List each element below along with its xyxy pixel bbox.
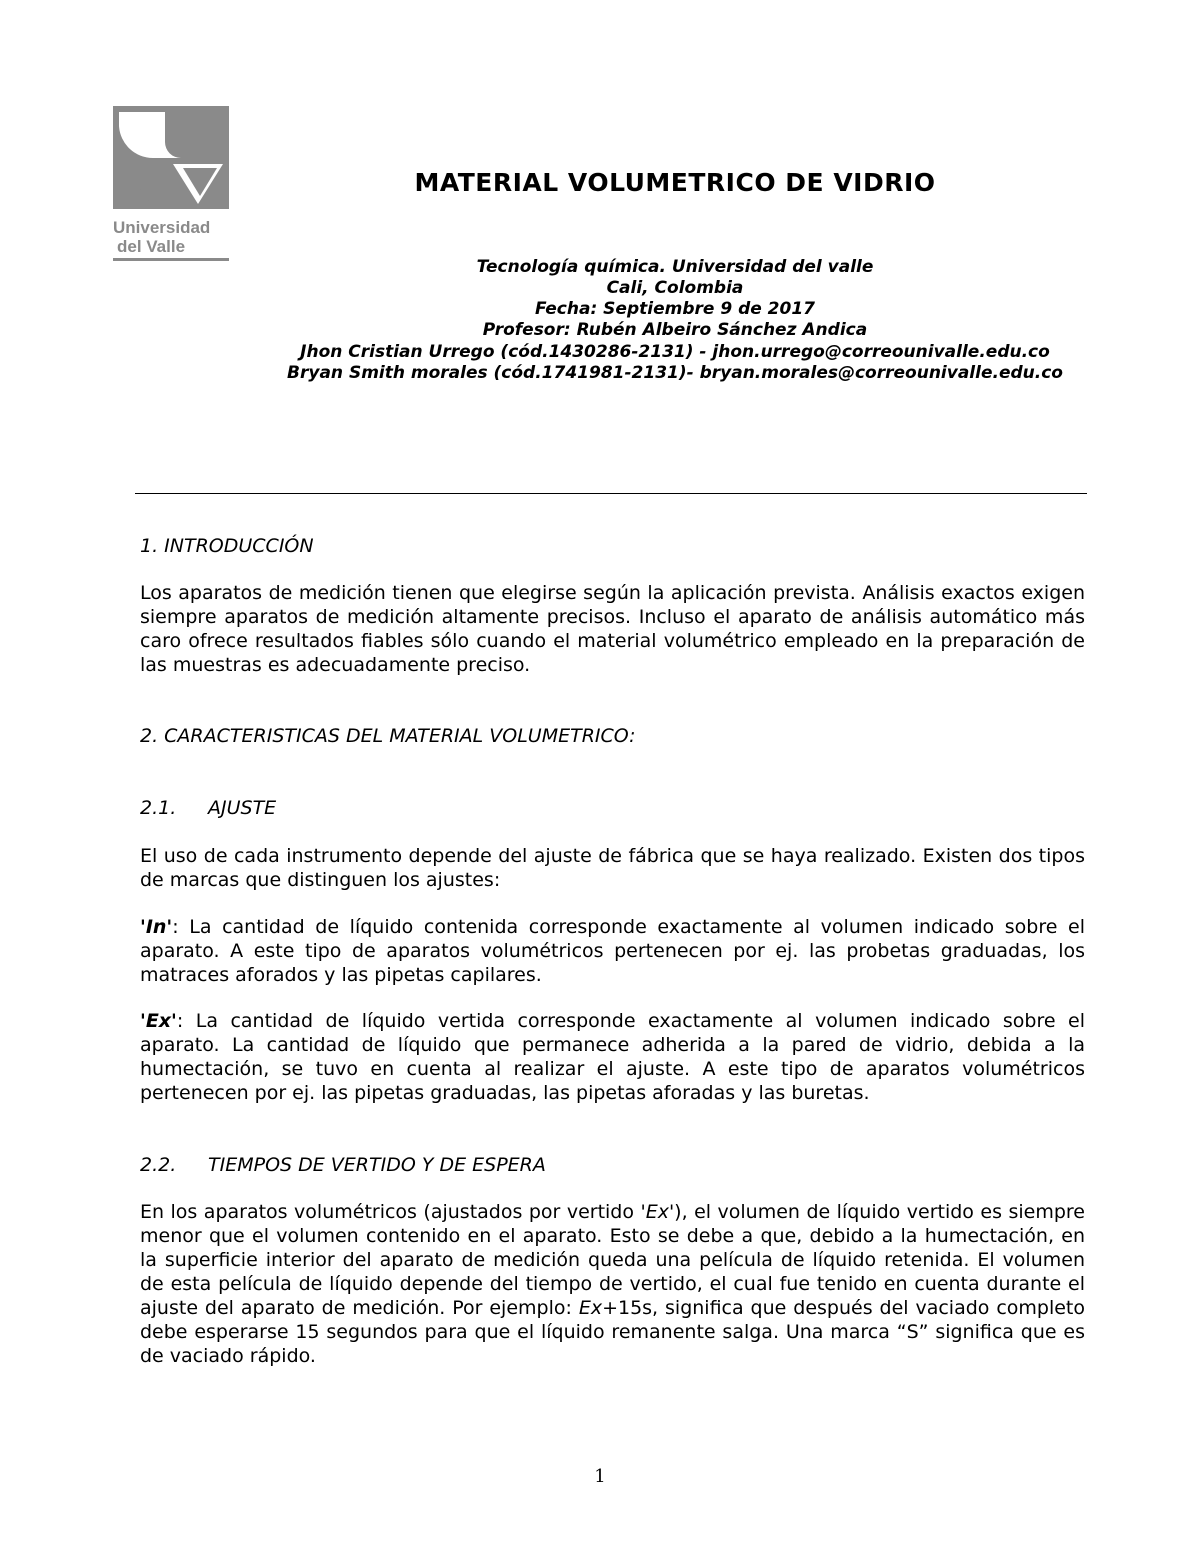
paragraph-introduccion: Los aparatos de medición tienen que elegirse según la aplicación prevista. Análisis exactos exigen siempre aparatos de medición altamente precisos. Incluso el aparato de análisis automático más caro ofrece resultados fiables sólo cuando el material volumétrico empleado en la preparación de las muestras es adecuadamente preciso. — [140, 582, 1085, 676]
heading-introduccion: 1. INTRODUCCIÓN — [140, 535, 314, 557]
text-tiempos-ex1: Ex — [645, 1201, 669, 1223]
text-ex: : La cantidad de líquido vertida corresponde exactamente al volumen indicado sobre el aparato. La cantidad de líquido que permanece adherida a la pared de vidrio, debida a la humectación, se tuvo en cuenta al realizar el ajuste. A este tipo de aparatos volumétricos pertenecen por ej. las pipetas graduadas, las pipetas aforadas y las buretas. — [140, 1010, 1085, 1104]
text-tiempos-b: '), el volumen de líquido vertido es siempre menor que el volumen contenido en el aparato. Esto se debe a que, debido a la humectación, en la superficie interior del aparato de medición queda una película de líquido retenida. El volumen de esta película de líquido depende del tiempo de vertido, el cual fue tenido en cuenta durante el ajuste del aparato de medición. Por ejemplo: — [140, 1201, 1085, 1319]
meta-affiliation: Tecnología química. Universidad del valle — [476, 257, 874, 277]
heading-tiempos-number: 2.2. — [140, 1154, 177, 1176]
univalle-logo-icon — [113, 106, 229, 264]
header-divider — [135, 493, 1087, 494]
heading-tiempos — [140, 1154, 546, 1176]
heading-ajuste-title: AJUSTE — [208, 797, 277, 819]
text-tiempos-c: +15s, significa que después del vaciado completo debe esperarse 15 segundos para que el líquido remanente salga. Una marca “S” significa que es de vaciado rápido. — [140, 1297, 1086, 1367]
paragraph-ajuste: El uso de cada instrumento depende del ajuste de fábrica que se haya realizado. Existen dos tipos de marcas que distinguen los ajustes: — [140, 845, 1085, 891]
heading-caracteristicas: 2. CARACTERISTICAS DEL MATERIAL VOLUMETRICO: — [140, 725, 636, 747]
paragraph-ex — [140, 1009, 1085, 1105]
paragraph-in — [140, 915, 1085, 987]
paragraph-tiempos — [140, 1200, 1085, 1368]
university-logo — [113, 106, 229, 264]
document-title: MATERIAL VOLUMETRICO DE VIDRIO — [414, 168, 936, 197]
logo-text-line2: del Valle — [117, 237, 186, 256]
text-tiempos-a: En los aparatos volumétricos (ajustados por vertido ' — [140, 1201, 646, 1223]
logo-text-line1: Universidad — [113, 218, 211, 237]
meta-date: Fecha: Septiembre 9 de 2017 — [534, 299, 815, 319]
heading-tiempos-title: TIEMPOS DE VERTIDO Y DE ESPERA — [208, 1154, 546, 1176]
meta-location: Cali, Colombia — [606, 278, 744, 298]
label-in: 'In' — [140, 916, 173, 938]
text-in: : La cantidad de líquido contenida corresponde exactamente al volumen indicado sobre el aparato. A este tipo de aparatos volumétricos pertenecen por ej. las probetas graduadas, los matraces aforados y las pipetas capilares. — [140, 916, 1085, 986]
heading-ajuste — [140, 797, 276, 819]
text-tiempos-ex2: Ex — [578, 1297, 603, 1319]
heading-ajuste-number: 2.1. — [140, 797, 177, 819]
page-number: 1 — [594, 1466, 606, 1487]
meta-author-2: Bryan Smith morales (cód.1741981-2131)- bryan.morales@correounivalle.edu.co — [287, 363, 1063, 383]
meta-professor: Profesor: Rubén Albeiro Sánchez Andica — [482, 320, 868, 340]
label-ex: 'Ex' — [140, 1010, 177, 1032]
meta-author-1: Jhon Cristian Urrego (cód.1430286-2131) - jhon.urrego@correounivalle.edu.co — [300, 342, 1050, 362]
